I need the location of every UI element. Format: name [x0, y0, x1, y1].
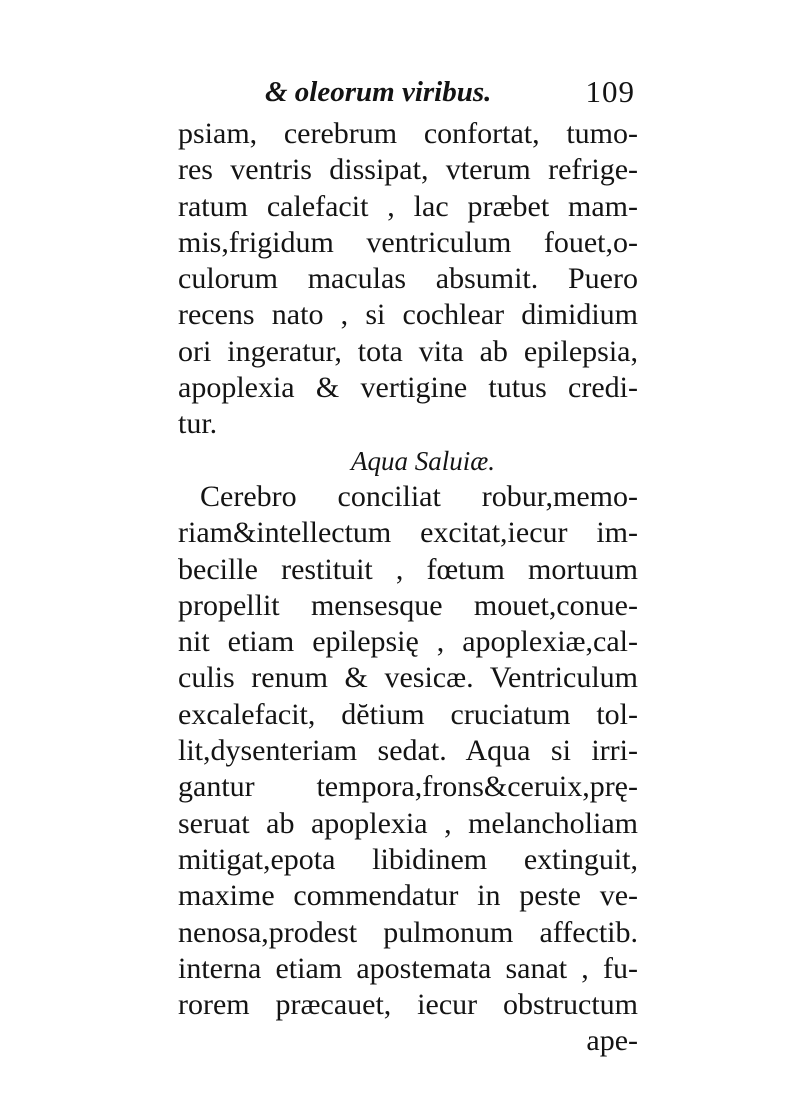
text-line: seruat ab apoplexia , melancholiam — [178, 806, 638, 840]
catchword: ape- — [586, 1024, 638, 1058]
text-line: becille restituit , fœtum mortuum — [178, 552, 638, 586]
text-line: maxime commendatur in peste ve- — [178, 879, 638, 913]
section-heading: Aqua Saluiæ. — [350, 445, 495, 476]
text-block — [178, 116, 638, 1060]
text-line: propellit mensesque mouet,conue- — [178, 588, 638, 622]
text-line: tur. — [178, 407, 218, 441]
text-line: culorum maculas absumit. Puero — [178, 262, 638, 296]
text-line: gantur tempora,frons&ceruix,prę- — [178, 770, 638, 804]
text-line: res ventris dissipat, vterum refrige- — [178, 153, 638, 187]
running-title: & olеorum viribus. — [265, 76, 492, 108]
text-line: recens nato , si cochlear dimidium — [178, 298, 638, 332]
page-number: 109 — [585, 74, 635, 109]
text-line: excalefacit, dĕtium cruciatum tol- — [178, 697, 638, 731]
text-line: riam&intellectum excitat,iecur im- — [178, 516, 638, 550]
text-line: apoplexia & vertigine tutus credi- — [178, 371, 638, 405]
text-line: ori ingeratur, tota vita ab epilepsia, — [178, 334, 638, 368]
text-line: psiam, cerebrum confortat, tumo- — [178, 117, 638, 150]
text-line: lit,dysenteriam sedat. Aqua si irri- — [178, 734, 638, 768]
text-line: nit etiam epilepsię , apoplexiæ,cal- — [178, 625, 638, 659]
text-line: interna etiam apostemata sanat , fu- — [178, 951, 638, 985]
text-line: mis,frigidum ventriculum fouet,o- — [178, 225, 638, 259]
running-head — [265, 72, 635, 112]
text-line: ratum calefacit , lac præbet mam- — [178, 189, 638, 223]
text-line: culis renum & vesicæ. Ventriculum — [178, 661, 638, 695]
text-line: rorem præcauet, iecur obstructum — [178, 988, 638, 1022]
text-line: Cerebro conciliat robur,memo- — [200, 479, 638, 513]
text-line: mitigat,epota libidinem extinguit, — [178, 842, 638, 876]
text-line: nenosa,prodest pulmonum affectib. — [178, 915, 638, 949]
